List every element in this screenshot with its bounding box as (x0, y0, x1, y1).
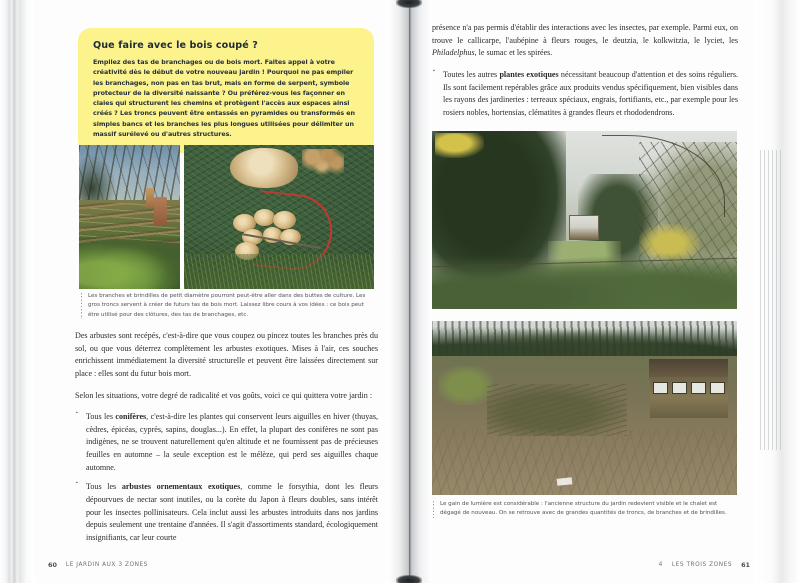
bullet-lead-0: Tous les (86, 412, 116, 422)
callout-box-wood (78, 28, 374, 153)
chapter-number-right: 4 (658, 562, 663, 568)
list-item (75, 411, 378, 474)
callout-body: Empilez des tas de branchages ou de bois mort. Faites appel à votre créativité dès le début de votre nouveau jardin ! Pourquoi ne pas empiler les branchages, non pas en tas brut, mais en forme de serpent, symbole protecteur de la diversité naissante ? Ou préférez-vous les façonner en claies qui structurent les chemins et protègent l'accès aux espaces ainsi créés ? Les troncs peuvent être entassés en pyramides ou transformés en simples bancs et les branches les plus longues utilisées pour délimiter un massif surélevé ou d'autres structures. (93, 59, 355, 138)
bullet-keyword-1: arbustes ornementaux exotiques (121, 482, 241, 492)
bullet-keyword-0: conifères (115, 412, 147, 422)
continuation-text-end: , le sumac et les spirées. (474, 48, 553, 58)
running-head-right: LES TROIS ZONES (671, 562, 733, 568)
book-left-edge (0, 0, 34, 583)
bullet-rest-0: , c'est-à-dire les plantes qui conservent leurs aiguilles en hiver (thuyas, cèdres, épicéas, cyprès, sapins, douglas...). En effet, la plupart des conifères ne sont pas indigènes, ne se trouvent naturellement qu'en altitude et ne fournissent pas de précieuses feuilles en automne – la seule exception est le mélèze, qui perd ses aiguilles chaque automne. (86, 412, 378, 472)
left-figure-caption (88, 292, 376, 320)
photo-logs-saw (184, 145, 374, 289)
book-page-edge-lines (760, 150, 782, 450)
left-caption-text: Les branches et brindilles de petit diamètre pourront peut-être aller dans des buttes de culture. Les gros troncs servent à créer de futurs tas de bois mort. Laissez libre cours à vos idées : ce bois peut être utilisé pour des clôtures, des tas de branchages, etc. (88, 293, 366, 318)
caption-rule (433, 501, 434, 518)
photo-garden-before (432, 131, 737, 309)
left-bullet-list (75, 411, 378, 544)
running-head-left: LE JARDIN AUX 3 ZONES (65, 562, 148, 568)
bullet-lead-r0: Toutes les autres (443, 69, 500, 79)
bullet-lead-1: Tous les (86, 482, 122, 492)
photo-garden-after (432, 321, 737, 495)
book-spine-cap-top (396, 0, 422, 8)
caption-rule (81, 293, 82, 319)
photo-branches-slope (79, 145, 180, 289)
left-page-footer (48, 561, 148, 569)
book-spine-cap-bottom (396, 575, 422, 583)
bullet-rest-r0: nécessitant beaucoup d'attention et des soins réguliers. Ils sont facilement repérables grâce aux produits vendus spécifiquement, bien visibles dans les rayons des jardineries : terreaux spéciaux, engrais, fortifiants, etc., par exemple pour les rosiers nobles, hortensias, clématites à grandes fleurs et rhododendrons. (443, 69, 738, 117)
left-body-text (75, 330, 378, 551)
right-figure-caption (440, 500, 736, 519)
page-number-left: 60 (48, 561, 57, 569)
paragraph-recepage: Des arbustes sont recépés, c'est-à-dire que vous coupez ou pincez toutes les branches près du sol, ou que vous déterrez complètement les arbustes exotiques. Mises à l'air, ces souches enrichissent immédiatement la diversité structurelle et peuvent être laissées directement sur place : elles sont du futur bois mort. (75, 331, 378, 378)
book-spine-fold (409, 0, 410, 583)
continuation-text: présence n'a pas permis d'établir des interactions avec les insectes, par exemple. Parmi eux, on trouve le callicarpe, l'aubépine à fleurs rouges, le deutzia, le kolkwitzia, le lyciet, les (432, 23, 738, 45)
list-item (432, 69, 738, 120)
continuation-italic: Philadelphus (432, 48, 475, 58)
paragraph-situations: Selon les situations, votre degré de radicalité et vos goûts, voici ce qui quittera votre jardin : (75, 390, 373, 400)
paragraph-continuation (432, 22, 738, 60)
bullet-keyword-r0: plantes exotiques (499, 69, 559, 79)
list-item (75, 481, 378, 544)
right-body-text (432, 22, 738, 126)
bullet-rest-1: , comme le forsythia, dont les fleurs dépourvues de nectar sont inutiles, ou la corète du Japon à fleurs doubles, sans intérêt pour les insectes pollinisateurs. Cela inclut aussi les arbustes introduits dans nos jardins depuis seulement une trentaine d'années. Il s'agit d'assortiments standard, écologiquement insignifiants, car leur courte (86, 482, 379, 542)
right-caption-text: Le gain de lumière est considérable : l'ancienne structure du jardin redevient visible et le chalet est dégagé de nouveau. On se retrouve avec de grandes quantités de troncs, de branches et de brindilles. (440, 501, 727, 517)
right-bullet-list (432, 69, 738, 120)
right-page-footer (659, 561, 750, 569)
page-number-right: 61 (741, 561, 750, 569)
callout-title: Que faire avec le bois coupé ? (93, 40, 258, 51)
